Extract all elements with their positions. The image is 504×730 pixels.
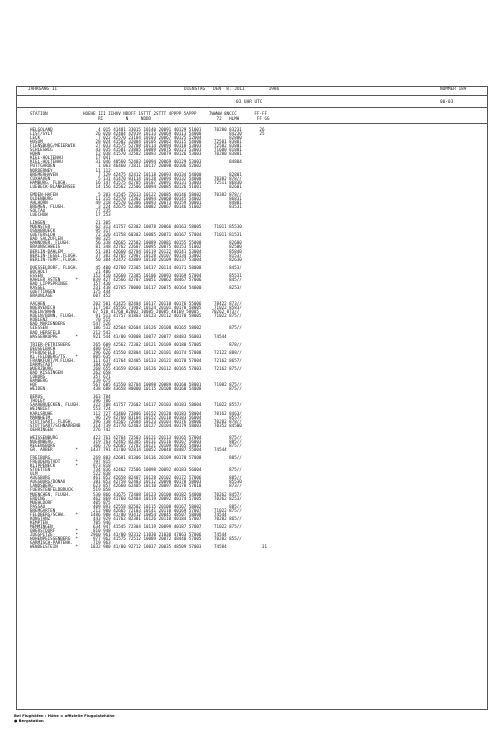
station-row: FRANKFURT/M.FLUGH. 111 637 41764 82405 10133 20121 40170 57004 72162 8657/ xyxy=(30,357,242,363)
station-row: FREUDENSTADT * 797 815 xyxy=(30,459,111,465)
station-row: LINGEN 21 305 xyxy=(30,220,111,226)
station-row: AUGSBURG/DONAU 381 853 42758 62403 10112 20098 40170 58003 85530 xyxy=(30,479,242,485)
column-header-divider xyxy=(16,123,488,124)
station-row: HOHN 12 038 41570 32502 10093 20079 40126 53003 70280 83801 xyxy=(30,151,242,157)
station-row: OSNABRUECK 95 317 xyxy=(30,228,111,234)
station-row: BAMBERG 239 675 xyxy=(30,378,111,384)
station-row: AUGSBURG 461 852 42658 82407 10128 20102 40172 57006 885// xyxy=(30,475,242,481)
station-row: WEISSENBURG 422 761 42764 72503 10121 20113 40165 57004 875// xyxy=(30,434,242,440)
station-row: SAARBRUECKEN, FLUGH. 322 708 41757 72602 10117 20103 40183 58004 71022 8557/ xyxy=(30,402,242,408)
station-row: KOBLENZ 70 515 xyxy=(30,317,111,323)
station-row: MUENSTER 62 313 41757 62302 10078 20066 40163 58005 71011 85530 xyxy=(30,224,242,230)
station-row: ESSEN 152 410 42660 72305 10106 20093 40169 57004 85531 xyxy=(30,272,242,278)
station-row: KLIPPENECK * 973 818 xyxy=(30,463,111,469)
station-row: WUERZBURG 268 655 41659 82603 10126 20112 40165 57003 72162 875// xyxy=(30,365,242,371)
station-row: REGENSBURG 366 776 42665 72702 10121 20109 40165 54003 875// xyxy=(30,442,242,448)
station-row: TRIER-PETRISBERG 265 609 42562 72302 10121 20109 40180 57005 878// xyxy=(30,341,242,347)
station-row: DUESSELDORF, FLUGH. 45 400 42760 72305 10137 20114 40171 58008 8453/ xyxy=(30,264,242,270)
station-row: AACHEN 202 501 41425 82404 10117 20110 40176 55006 78422 873// xyxy=(30,301,242,307)
station-row: MANNHEIM 96 729 42760 83104 10152 20118 40183 56004 8557/ xyxy=(30,414,242,420)
station-row: LECK 7 022 42570 23104 10103 20067 40125 52004 82800 xyxy=(30,135,242,141)
station-row: FLENSBURG/MEIERWIK 27 033 41575 52708 10114 20094 40118 53003 72582 83801 xyxy=(30,143,242,149)
station-row: KARLSRUHE 112 727 41460 72806 10152 20120 40183 58004 70162 8463/ xyxy=(30,410,242,416)
station-row: WEIDEN 438 688 43658 80000 10115 20108 40160 54008 875// xyxy=(30,386,242,392)
station-row: COBURG 357 671 xyxy=(30,374,111,380)
time-code: 00-03 xyxy=(440,100,454,105)
station-row: PASSAU 409 893 42558 82502 10115 20108 40167 58002 885// xyxy=(30,503,242,509)
station-row: BERLIN-TEMP.,FLUGH. 50 384 42472 42809 10130 20109 40137 53004 82630 xyxy=(30,256,242,262)
station-row: OEHRINGEN 276 742 xyxy=(30,426,111,432)
station-row: MEMMINGEN 634 947 41545 72304 10119 20099 40187 57007 71022 875// xyxy=(30,523,242,529)
station-row: BAD KISSINGEN 262 658 xyxy=(30,370,111,375)
station-row: BAD MARIENBERG 547 526 xyxy=(30,321,111,327)
station-row: LANDSBERG 623 857 42660 62405 10110 20097 40178 57010 873// xyxy=(30,483,242,489)
station-row: SOLTAU 77 235 xyxy=(30,208,111,213)
station-row: OLDENBURG 11 215 42570 72302 10094 20060 40145 54002 86831 xyxy=(30,195,242,201)
issue-number: NUMMER 189 xyxy=(440,87,467,92)
station-row: THOLEY 396 706 xyxy=(30,398,111,404)
station-row: OBERSTDORF * 810 948 xyxy=(30,527,111,533)
station-row: KOELN/BONN, FLUGH. 91 513 41757 81803 10123 20112 40170 58005 71022 875// xyxy=(30,313,242,319)
subheader-divider xyxy=(16,107,488,108)
station-row: AHLHORN 49 218 42570 62306 10093 20073 40159 50001 84801 xyxy=(30,199,242,205)
station-row: DARMSTADT 184 639 xyxy=(30,361,111,367)
station-row: MUENCHEN, FLUGH. 530 866 41675 72408 10123 20100 40182 54000 70262 8457/ xyxy=(30,491,242,497)
station-row: GOETTINGEN 175 444 xyxy=(30,289,111,294)
station-row: KIEL-HOLTENAU 31 046 40560 52403 10094 20069 40129 53003 84804 xyxy=(30,159,242,165)
station-row: KEMPTEN 705 946 xyxy=(30,519,111,525)
station-row: BREMERHAVEN 7 129 42475 42412 10118 20093 40134 54000 82801 xyxy=(30,171,242,177)
station-row: HOF 567 685 41550 82704 10098 20089 40160 58001 71082 875// xyxy=(30,382,242,388)
station-row: DEUSELBACH 480 615 xyxy=(30,345,111,351)
volume-label: JAHRGANG 11 xyxy=(28,87,58,92)
header-divider xyxy=(16,95,488,96)
station-row: KIEL-HOLTENAU 17 041 xyxy=(30,155,111,161)
station-row: GR. ARBER * 1437 791 41/00 92814 10052 20048 48487 55004 74544 xyxy=(30,446,227,452)
station-row: BERLIN-DAHLEM 51 381 42660 42704 10119 20122 40141 53004 85840 xyxy=(30,248,242,254)
station-row: SCHLESWIG 43 035 41581 23805 10089 20075 40121 53001 71600 81801 xyxy=(30,147,242,153)
station-row: LUECHOW 17 253 xyxy=(30,212,111,218)
station-row: FELDBERG/SCHW. * 1486 908 41/00 93412 10054 20045 48507 58008 74544 xyxy=(30,511,227,517)
station-row: STUTTGART, FLUGH. 396 738 41565 72604 10123 20103 40176 58006 70282 878// xyxy=(30,418,242,424)
observation-time: 03 UHR UTC xyxy=(236,100,263,105)
station-row: KOELN/WAHN 67 510 41760 82802 10085 20085 40169 58005 70262 873// xyxy=(30,309,240,315)
station-row: BAD HERSFELD 212 542 xyxy=(30,329,111,335)
station-row: KONSTANZ 443 929 41762 82301 10126 20110 40184 57007 70282 865// xyxy=(30,515,242,521)
station-row: BREMEN, FLUGH. 3 224 42675 62306 10082 20067 40146 51002 83531 xyxy=(30,203,242,209)
station-row: BRAUNSCHWEIG 81 348 42762 22607 10095 20075 40153 51002 82500 xyxy=(30,244,242,250)
station-row: HUSUM 28 024 41582 32004 10105 20082 40115 54000 72581 83801 xyxy=(30,139,242,145)
station-row: FUERSTENFELDBRUCK 519 858 xyxy=(30,487,111,493)
station-row: KASSEL 231 438 42765 70000 10117 20075 40164 54000 8253/ xyxy=(30,284,242,290)
station-row: NUERNBERG 319 763 42465 82305 10131 20116 40167 56003 885// xyxy=(30,438,242,444)
station-row: GARMISCH-PARTENK. 719 963 xyxy=(30,540,111,546)
station-row: HELGOLAND 4 015 41481 33015 10140 20091 40129 51001 70280 83231 26 xyxy=(30,127,265,132)
station-row: CUXHAVEN 5 131 41470 83114 10128 20094 40132 54000 70382 878// xyxy=(30,175,242,181)
station-row: ERDING 462 869 41760 62404 10119 20092 40174 57005 70262 8253/ xyxy=(30,495,242,501)
station-row: HAMBURG, FLUGH. 16 147 41575 42705 10107 20091 40131 53003 72511 86830 xyxy=(30,179,242,185)
station-row: LUEBECK-BLANKENSEE 14 156 42562 22506 10094 20085 40126 51001 82601 xyxy=(30,183,242,189)
station-row: BERUS 363 704 xyxy=(30,394,111,400)
station-row: WENDELSTEIN * 1832 980 41/00 92712 10037 20035 48509 57003 74584 31 xyxy=(30,544,267,550)
station-row: HOHENPEISSENBERG * 977 962 41575 72512 10089 20072 48448 57005 70282 855// xyxy=(30,536,242,542)
column-header-row-2: RI N NDDD 72 HLMH FF GG xyxy=(30,115,270,121)
footnote-airport-height: Bei Flughäfen : Höhe = offizielle Flugplatzhöhe xyxy=(14,713,115,718)
station-row: GUETERSLOH 72 320 41758 60302 10085 20071 40167 57004 71011 81531 xyxy=(30,232,242,238)
station-row: KAHLER ASTEN * 839 427 42566 42707 10051 20062 48467 57006 845// xyxy=(30,276,242,282)
station-row: MUEHLDORF 405 875 xyxy=(30,499,111,505)
station-row: WASSERKUPPE * 921 544 41/00 93008 10077 20077 48483 56003 74544 xyxy=(30,333,227,339)
station-row: NOERVENICH 117 502 45556 71902 10124 20101 40170 58005 71022 8583/ xyxy=(30,305,242,311)
column-header-row-1: STATION HOEHE III IIHVV NDDFF 1STTT 2STTT 4PPPP 5APPP 7WWWW 8NCCC FF-FF xyxy=(30,111,267,116)
station-row: ZUGSPITZE * 2960 961 41/00 92312 11030 21030 47063 57006 74544 xyxy=(30,532,227,537)
station-row: PUTTGARDEN 1 063 46460 /2811 10117 20098 40106 52002 xyxy=(30,163,202,169)
station-row: BAD SALZUFLEN 98 325 xyxy=(30,236,111,242)
footnote-mountain-station: ● Bergstation xyxy=(14,718,44,723)
station-row: EMDEN-HAFEN 5 203 41545 72613 10122 20085 40146 58002 70382 878// xyxy=(30,191,242,197)
station-row: NORDERNEY 11 112 xyxy=(30,167,111,173)
station-row: ULM 522 838 xyxy=(30,471,111,477)
station-row: GIESSEN 186 532 42564 82604 10126 20108 40165 58002 875// xyxy=(30,325,242,331)
date-label: DIENSTAG DEN 8. JULI 1986 xyxy=(184,87,280,92)
station-row: LIST/SYLT 26 020 42484 42919 10133 20069 40113 54000 84230 25 xyxy=(30,131,265,137)
station-row: KL.FELDBERG/TS. * 805 635 xyxy=(30,353,111,359)
station-row: WEINBIET 553 724 xyxy=(30,406,111,412)
station-row: HANNOVER, FLUGH. 56 338 42665 22502 10089 20081 40155 55000 82600 xyxy=(30,240,242,246)
station-row: STUTTGART/SCHNARRENB 314 739 41770 62403 10127 20104 40179 58003 70352 84500 xyxy=(30,422,242,428)
station-row: BOCHOLT 21 406 xyxy=(30,268,111,274)
station-row: STOETTEN 734 836 42462 72506 10098 20092 40183 56004 875// xyxy=(30,467,242,473)
station-row: BAD LIPPSPRINGE 157 430 xyxy=(30,280,111,286)
station-row: BREMGARTEN 212 900 42665 72103 10141 20110 40169 57007 71022 875// xyxy=(30,507,242,513)
station-row: BERLIN-TEGEL,FLUGH. 37 382 42765 72907 10128 20107 40134 53002 8153/ xyxy=(30,252,242,258)
station-row: BRAUNLAGE 607 452 xyxy=(30,293,111,299)
station-row: FREIBURG 269 803 42681 81306 10136 20109 40178 57008 885// xyxy=(30,455,242,461)
station-row: PFERDSFELD 296 626 41550 82804 10112 20101 40174 57008 72122 888// xyxy=(30,349,242,355)
